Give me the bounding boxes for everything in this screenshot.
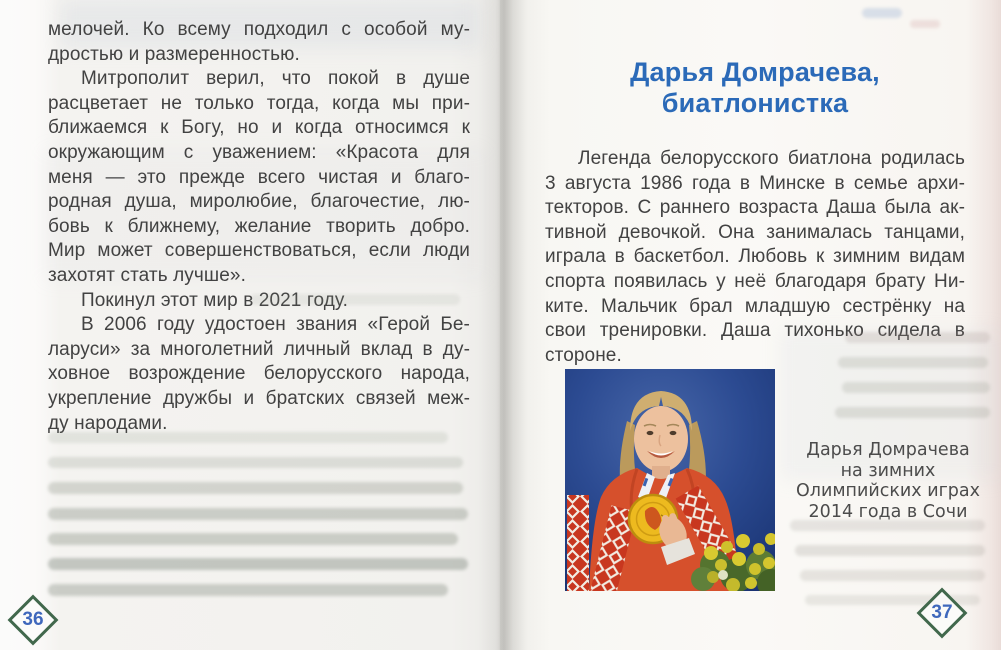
text-line: свои тренировки. Даша тихонько сидела в <box>545 320 965 342</box>
text-line: спорта появилась у неё благодаря брату Ни- <box>545 270 965 292</box>
text-line: расцветает не только тогда, когда мы при- <box>48 92 470 114</box>
text-line: 3 августа 1986 года в Минске в семье архи- <box>545 172 965 194</box>
left-page-text <box>48 18 470 436</box>
text-line: мелочей. Ко всему подходил с особой му- <box>48 19 470 40</box>
text-line: захотят стать лучше». <box>48 264 246 286</box>
athlete-photo-illustration <box>565 369 775 591</box>
photo-darya-domracheva <box>565 369 775 591</box>
text-line: Покинул этот мир в 2021 году. <box>81 289 348 311</box>
text-line: Легенда белорусского биатлона родилась <box>578 148 965 169</box>
article-title-line1: Дарья Домрачева, <box>630 57 880 87</box>
page-number-left: 36 <box>22 609 44 630</box>
text-line: ду народами. <box>48 412 168 434</box>
text-line: родная душа, миролюбие, благочестие, лю- <box>48 191 470 213</box>
text-line: стороне. <box>545 344 622 366</box>
text-line: укрепление дружбы и братских связей меж- <box>48 387 470 409</box>
text-line: ките. Мальчик брал младшую сестрёнку на <box>545 295 965 317</box>
page-number-right: 37 <box>931 602 953 623</box>
text-line: В 2006 году удостоен звания «Герой Бе- <box>81 314 470 336</box>
text-line: ближаемся к Богу, но и когда относимся к <box>48 117 470 139</box>
photo-caption <box>778 440 998 523</box>
text-line: ларуси» за многолетний личный вклад в ду- <box>48 338 470 360</box>
text-line: окружающим с уважением: «Красота для <box>48 141 470 163</box>
text-line: тивной девочкой. Она занималась танцами, <box>545 221 965 243</box>
text-line: играла в баскетбол. Любовь к зимним видам <box>545 246 965 268</box>
text-line: меня — это прежде всего чистая и благо- <box>48 166 470 188</box>
text-line: ховное возрождение белорусского народа, <box>48 363 470 385</box>
text-line: Олимпийских играх <box>796 481 980 502</box>
article-title-line2: биатлонистка <box>661 88 849 118</box>
article-title <box>545 57 965 119</box>
text-line: текторов. С раннего возраста Даша была ак- <box>545 197 965 219</box>
text-line: Дарья Домрачева <box>806 440 970 460</box>
text-line: Митрополит верил, что покой в душе <box>81 68 470 90</box>
text-line: бовь к ближнему, желание творить добро. <box>48 215 470 237</box>
text-line: 2014 года в Сочи <box>808 502 968 523</box>
right-page-text <box>545 147 965 368</box>
text-line: дростью и размеренностью. <box>48 43 300 65</box>
text-line: Мир может совершенствоваться, если люди <box>48 240 470 262</box>
text-line: на зимних <box>840 460 936 481</box>
